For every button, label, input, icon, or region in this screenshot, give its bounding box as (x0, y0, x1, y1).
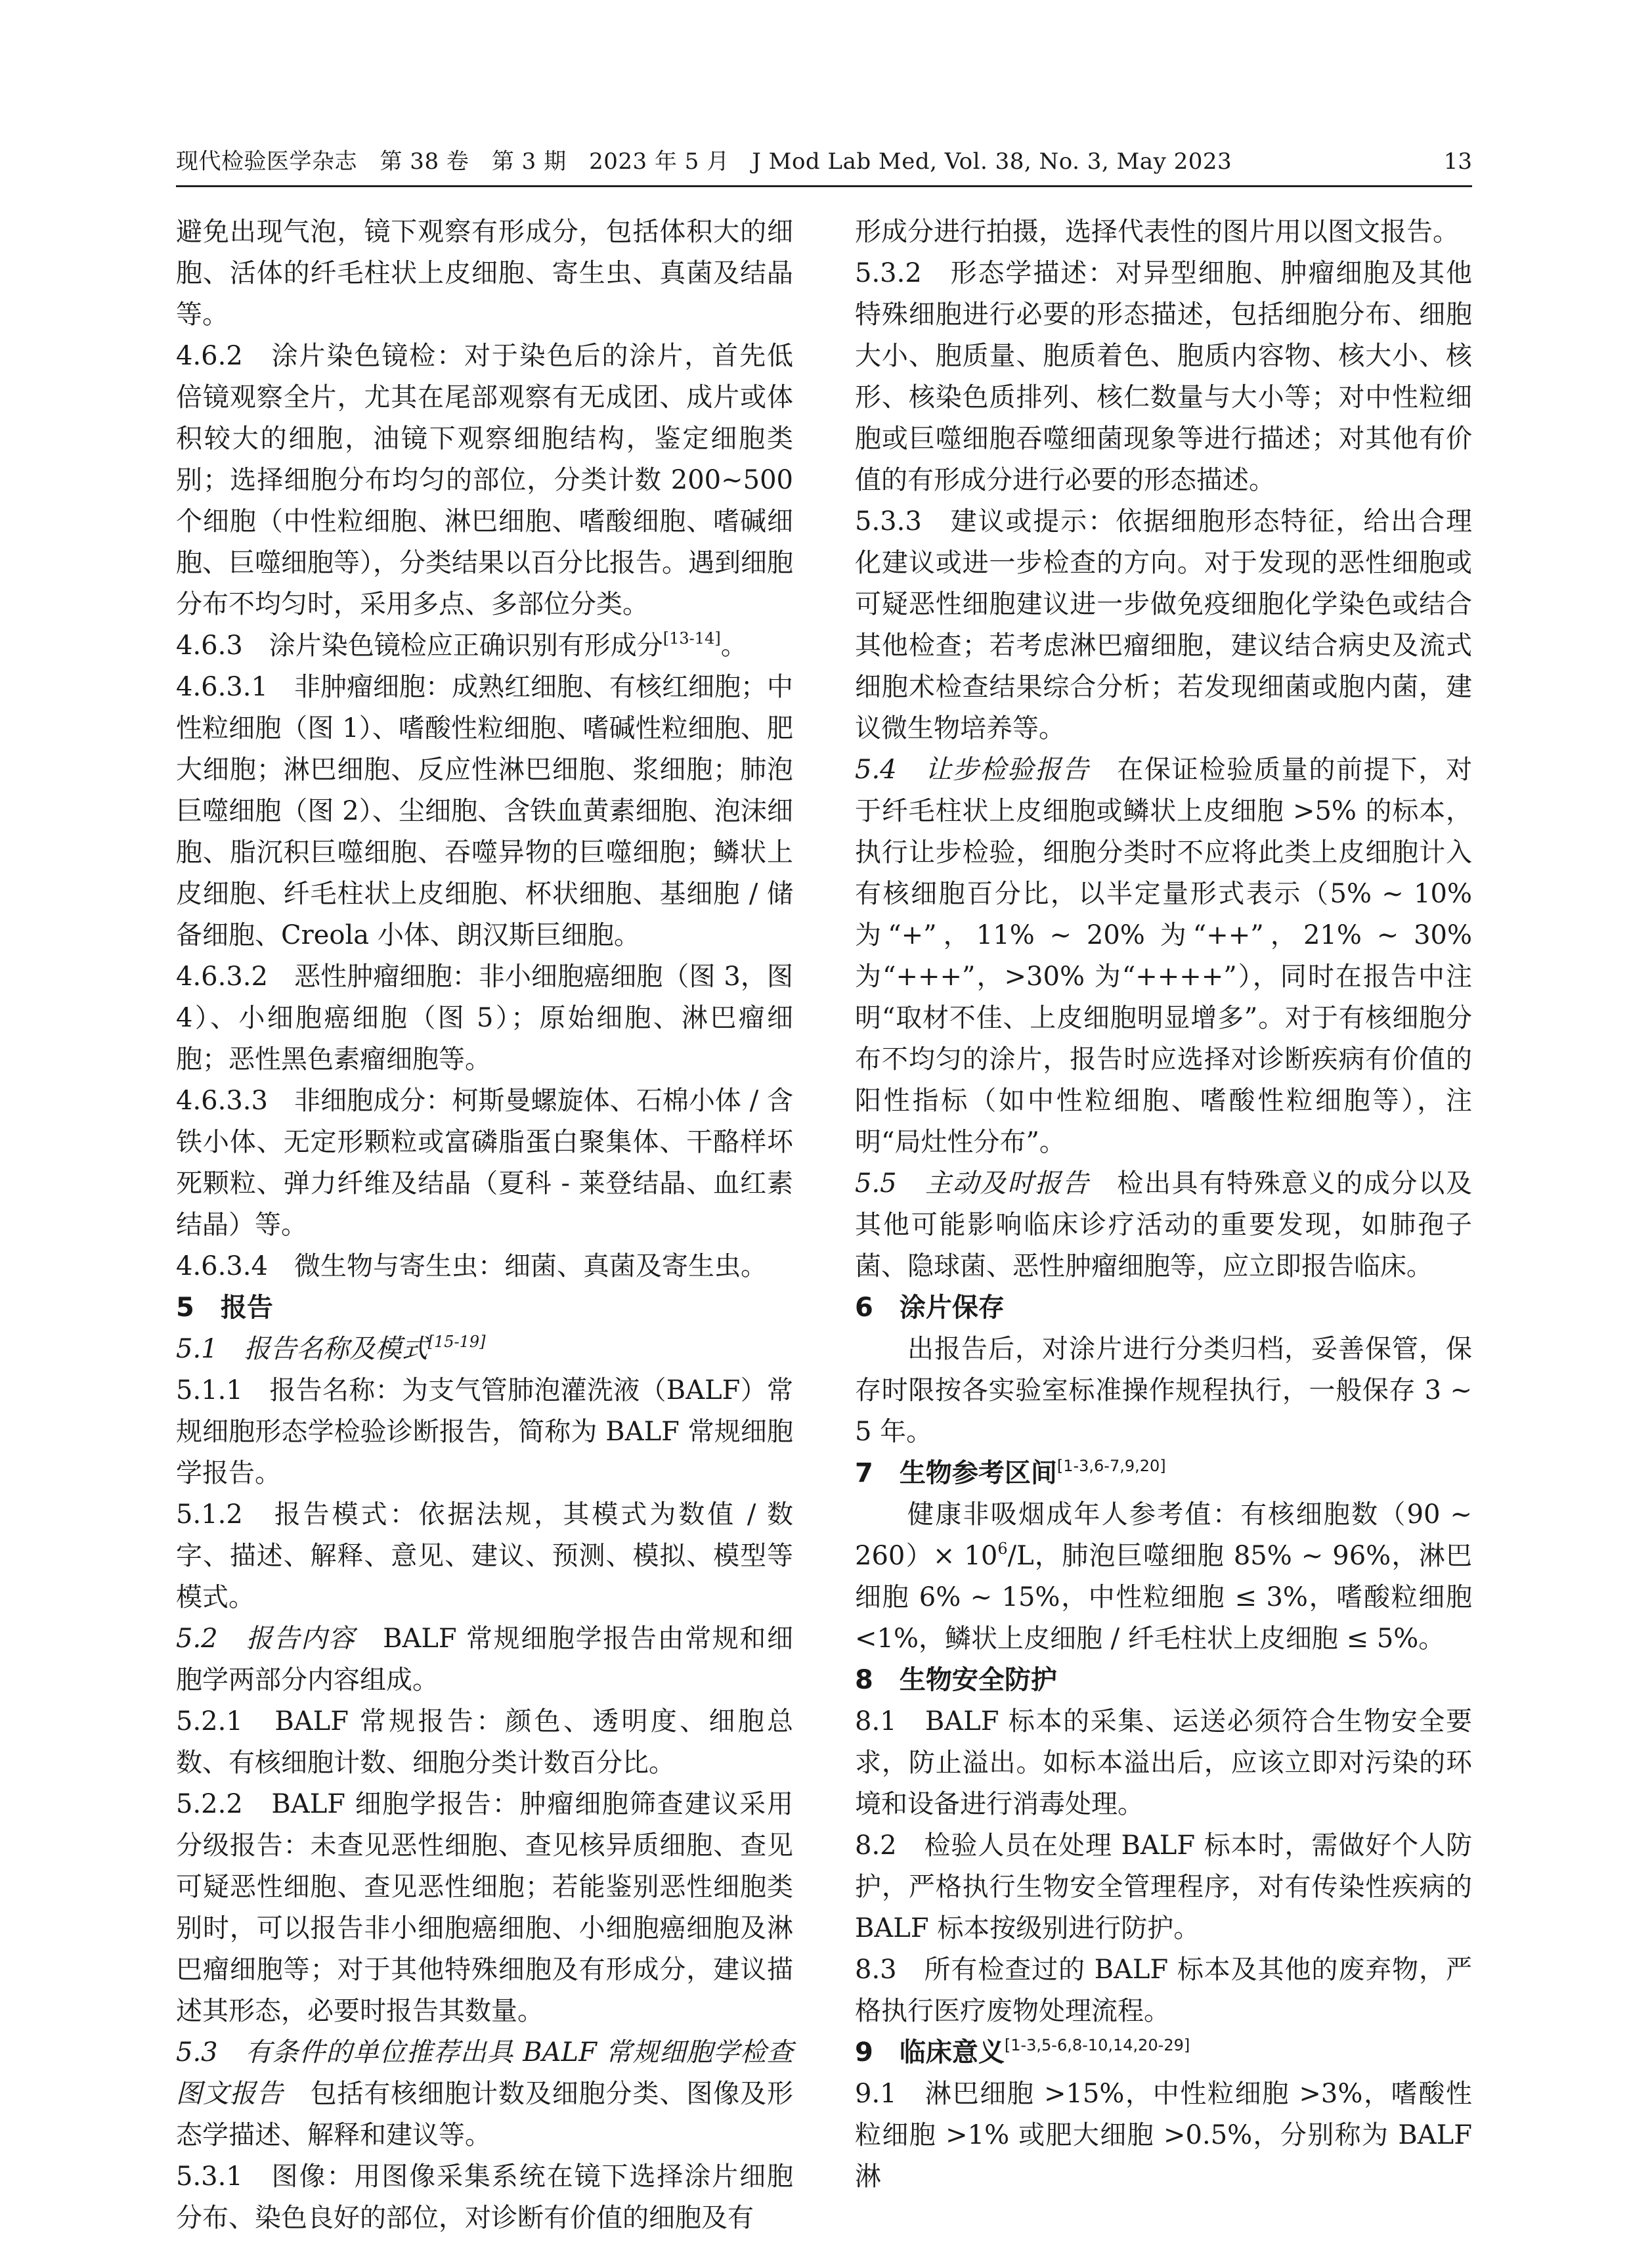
paragraph: 4.6.2 涂片染色镜检：对于染色后的涂片，首先低倍镜观察全片，尤其在尾部观察有无成团、成片或体积较大的细胞，油镜下观察细胞结构，鉴定细胞类别；选择细胞分布均匀的部位，分类计数 200~500 个细胞（中性粒细胞、淋巴细胞、嗜酸细胞、嗜碱细胞、巨噬细胞等），分类结果以百分比报告。遇到细胞分布不均匀时，采用多点、多部位分类。 (176, 341, 793, 619)
paragraph: 出报告后，对涂片进行分类归档，妥善保管，保存时限按各实验室标准操作规程执行，一般保存 3 ~ 5 年。 (855, 1334, 1472, 1447)
section-heading: 6 涂片保存 (855, 1293, 1005, 1323)
paragraph-text: 包括有核细胞计数及细胞分类、图像及形态学描述、解释和建议等。 (176, 2079, 794, 2150)
paragraph-text: 。 (720, 631, 747, 661)
paragraph: 5.3.1 图像：用图像采集系统在镜下选择涂片细胞分布、染色良好的部位，对诊断有价值的细胞及有 (176, 2161, 793, 2233)
section-title: 9 临床意义 (855, 2037, 1005, 2068)
paragraph (855, 1163, 1472, 1287)
subsection-heading (176, 1329, 793, 1370)
paragraph (855, 749, 1472, 1163)
paragraph: 8.2 检验人员在处理 BALF 标本时，需做好个人防护，严格执行生物安全管理程序，对有传染性疾病的 BALF 标本按级别进行防护。 (855, 1830, 1472, 1943)
paragraph-text: 4.6.3 涂片染色镜检应正确识别有形成分 (176, 631, 663, 661)
subsection-title: 5.4 让步检验报告 (855, 755, 1090, 785)
paragraph: 5.1.1 报告名称：为支气管肺泡灌洗液（BALF）常规细胞形态学检验诊断报告，简称为 BALF 常规细胞学报告。 (176, 1375, 793, 1488)
citation: [13-14] (663, 629, 721, 648)
left-column (176, 211, 794, 2233)
paragraph (176, 1618, 793, 1701)
paragraph: 9.1 淋巴细胞 >15%，中性粒细胞 >3%，嗜酸性粒细胞 >1% 或肥大细胞 >0.5%，分别称为 BALF 淋 (855, 2079, 1472, 2192)
paragraph-text: 检出具有特殊意义的成分以及其他可能影响临床诊疗活动的重要发现，如肺孢子菌、隐球菌、恶性肿瘤细胞等，应立即报告临床。 (855, 1168, 1473, 1281)
paragraph: 5.3.2 形态学描述：对异型细胞、肿瘤细胞及其他特殊细胞进行必要的形态描述，包括细胞分布、细胞大小、胞质量、胞质着色、胞质内容物、核大小、核形、核染色质排列、核仁数量与大小等；对中性粒细胞或巨噬细胞吞噬细菌现象等进行描述；对其他有价值的有形成分进行必要的形态描述。 (855, 258, 1472, 495)
paragraph (176, 2032, 793, 2156)
subsection-title: 5.3 有条件的单位推荐出具 BALF 常规细胞学检查图文报告 (176, 2037, 793, 2109)
right-column (855, 211, 1472, 2208)
page-number: 13 (1443, 148, 1472, 175)
paragraph: 4.6.3.3 非细胞成分：柯斯曼螺旋体、石棉小体 / 含铁小体、无定形颗粒或富磷脂蛋白聚集体、干酪样坏死颗粒、弹力纤维及结晶（夏科 - 莱登结晶、血红素结晶）等。 (176, 1086, 793, 1240)
subsection-title: 5.5 主动及时报告 (855, 1168, 1090, 1199)
paragraph-text: BALF 常规细胞学报告由常规和细胞学两部分内容组成。 (176, 1624, 794, 1695)
paragraph (855, 1494, 1472, 1660)
paragraph: 4.6.3.2 恶性肿瘤细胞：非小细胞癌细胞（图 3，图 4）、小细胞癌细胞（图 5）；原始细胞、淋巴瘤细胞；恶性黑色素瘤细胞等。 (176, 962, 793, 1074)
citation: [15-19] (427, 1333, 486, 1351)
paragraph-text: /L，肺泡巨噬细胞 85% ~ 96%，淋巴细胞 6% ~ 15%，中性粒细胞 ≤ 3%，嗜酸粒细胞 <1%，鳞状上皮细胞 / 纤毛柱状上皮细胞 ≤ 5%。 (855, 1541, 1472, 1654)
paragraph: 5.1.2 报告模式：依据法规，其模式为数值 / 数字、描述、解释、意见、建议、预测、模拟、模型等模式。 (176, 1499, 793, 1612)
section-heading (855, 2032, 1472, 2073)
subsection-title: 5.2 报告内容 (176, 1624, 356, 1654)
paragraph: 避免出现气泡，镜下观察有形成分，包括体积大的细胞、活体的纤毛柱状上皮细胞、寄生虫、真菌及结晶等。 (176, 217, 793, 330)
paragraph: 4.6.3.1 非肿瘤细胞：成熟红细胞、有核红细胞；中性粒细胞（图 1）、嗜酸性粒细胞、嗜碱性粒细胞、肥大细胞；淋巴细胞、反应性淋巴细胞、浆细胞；肺泡巨噬细胞（图 2）、尘细胞、含铁血黄素细胞、泡沫细胞、脂沉积巨噬细胞、吞噬异物的巨噬细胞；鳞状上皮细胞、纤毛柱状上皮细胞、杯状细胞、基细胞 / 储备细胞、Creola 小体、朗汉斯巨细胞。 (176, 672, 793, 950)
page-header (176, 146, 1472, 184)
paragraph: 5.2.2 BALF 细胞学报告：肿瘤细胞筛查建议采用分级报告：未查见恶性细胞、查见核异质细胞、查见可疑恶性细胞、查见恶性细胞；若能鉴别恶性细胞类别时，可以报告非小细胞癌细胞、小细胞癌细胞及淋巴瘤细胞等；对于其他特殊细胞及有形成分，建议描述其形态，必要时报告其数量。 (176, 1789, 793, 2026)
subsection-title: 5.1 报告名称及模式 (176, 1334, 428, 1364)
header-rule (176, 185, 1472, 187)
running-head: 现代检验医学杂志 第 38 卷 第 3 期 2023 年 5 月 J Mod Lab Med, Vol. 38, No. 3, May 2023 (176, 148, 1232, 175)
paragraph: 8.3 所有检查过的 BALF 标本及其他的废弃物，严格执行医疗废物处理流程。 (855, 1955, 1472, 2026)
section-title: 7 生物参考区间 (855, 1458, 1057, 1488)
paragraph (176, 625, 793, 667)
paragraph: 5.3.3 建议或提示：依据细胞形态特征，给出合理化建议或进一步检查的方向。对于发现的恶性细胞或可疑恶性细胞建议进一步做免疫细胞化学染色或结合其他检查；若考虑淋巴瘤细胞，建议结合病史及流式细胞术检查结果综合分析；若发现细菌或胞内菌，建议微生物培养等。 (855, 506, 1472, 743)
paragraph: 8.1 BALF 标本的采集、运送必须符合生物安全要求，防止溢出。如标本溢出后，应该立即对污染的环境和设备进行消毒处理。 (855, 1706, 1472, 1819)
section-heading: 5 报告 (176, 1293, 273, 1323)
citation: [1-3,6-7,9,20] (1056, 1457, 1166, 1475)
paragraph-text: 在保证检验质量的前提下，对于纤毛柱状上皮细胞或鳞状上皮细胞 >5% 的标本，执行让步检验，细胞分类时不应将此类上皮细胞计入有核细胞百分比，以半定量形式表示（5% ~ 10% 为“+”，11% ~ 20% 为“++”，21% ~ 30% 为“+++”，>30% 为“++++”），同时在报告中注明“取材不佳、上皮细胞明显增多”。对于有核细胞分布不均匀的涂片，报告时应选择对诊断疾病有价值的阳性指标（如中性粒细胞、嗜酸性粒细胞等），注明“局灶性分布”。 (855, 755, 1473, 1157)
superscript: 6 (997, 1539, 1008, 1558)
paragraph: 形成分进行拍摄，选择代表性的图片用以图文报告。 (855, 217, 1459, 247)
section-heading (855, 1453, 1472, 1494)
citation: [1-3,5-6,8-10,14,20-29] (1004, 2036, 1190, 2054)
paragraph-text: 健康非吸烟成年人参考值：有核细胞数（90 ~ 260）× 10 (855, 1499, 1472, 1571)
section-heading: 8 生物安全防护 (855, 1665, 1057, 1695)
paragraph: 5.2.1 BALF 常规报告：颜色、透明度、细胞总数、有核细胞计数、细胞分类计数百分比。 (176, 1706, 793, 1778)
paragraph: 4.6.3.4 微生物与寄生虫：细菌、真菌及寄生虫。 (176, 1251, 767, 1281)
